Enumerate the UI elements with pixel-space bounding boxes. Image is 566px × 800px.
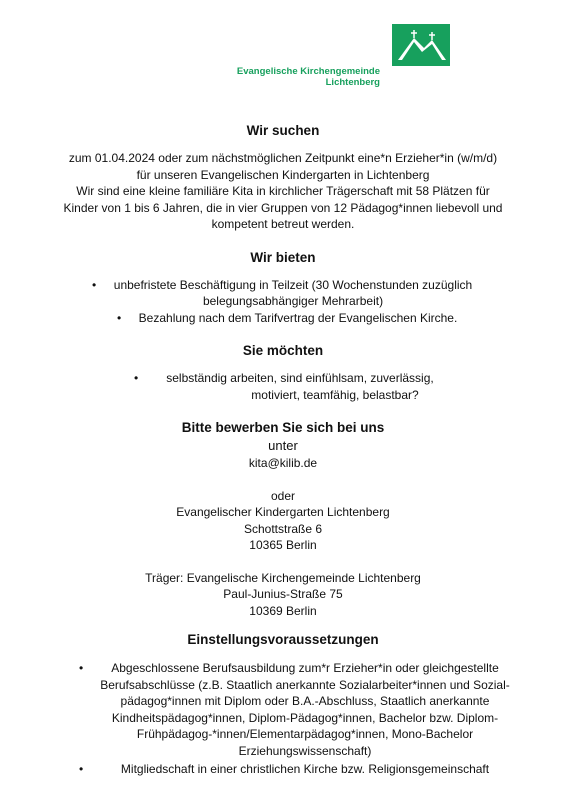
offer-line: • unbefristete Beschäftigung in Teilzeit (30 Wochenstunden zuzüglich: [113, 277, 473, 292]
requirement-line: • Mitgliedschaft in einer christlichen Kirche bzw. Religionsgemeinschaft: [120, 762, 490, 776]
org-name-line1: Evangelische Kirchengemeinde: [236, 66, 380, 77]
offer-item: [133, 310, 463, 327]
wish-line: • selbständig arbeiten, sind einfühlsam, zuverlässig,: [166, 371, 434, 385]
requirement-line: Erziehungswissenschaft): [238, 743, 372, 758]
org-name: [237, 66, 380, 88]
traeger-line: 10369 Berlin: [249, 603, 317, 618]
intro-line: Wir sind eine kleine familiäre Kita in kirchlicher Trägerschaft mit 58 Plätzen für: [76, 184, 490, 198]
address-line: Schottstraße 6: [243, 521, 323, 536]
unter-text: unter: [268, 438, 298, 453]
address-line: Evangelischer Kindergarten Lichtenberg: [176, 505, 390, 519]
traeger-line: Träger: Evangelische Kirchengemeinde Lichtenberg: [145, 570, 421, 585]
offer-item: [108, 277, 478, 310]
heading-bewerbung: Bitte bewerben Sie sich bei uns: [181, 420, 385, 435]
heading-wir-bieten: Wir bieten: [250, 249, 316, 265]
requirement-line: Kindheitspädagog*innen, Diplom-Pädagog*innen, Bachelor bzw. Diplom-: [111, 710, 499, 725]
church-logo-icon: [392, 24, 450, 66]
intro-line: kompetent betreut werden.: [211, 217, 355, 231]
heading-voraussetzungen: Einstellungsvoraussetzungen: [187, 632, 379, 647]
wish-item: [150, 370, 450, 403]
offer-list: [0, 277, 566, 327]
requirement-item: [95, 761, 515, 778]
church-logo: [236, 24, 452, 88]
requirement-line: • Abgeschlossene Berufsausbildung zum*r Erzieher*in oder gleichgestellte: [111, 661, 499, 675]
intro-line: für unseren Evangelischen Kindergarten in Lichtenberg: [136, 167, 430, 182]
wish-list: [0, 370, 566, 403]
job-posting: [0, 122, 566, 649]
traeger-line: Paul-Junius-Straße 75: [223, 587, 343, 601]
requirement-line: pädagog*innen mit Diplom oder B.A.-Abschluss, Staatlich anerkannte: [120, 694, 490, 708]
offer-line: • Bezahlung nach dem Tarifvertrag der Evangelischen Kirche.: [138, 310, 458, 325]
requirements-list: [95, 660, 515, 778]
email-link[interactable]: kita@kilib.de: [248, 456, 318, 470]
wish-line: motiviert, teamfähig, belastbar?: [251, 387, 419, 402]
requirement-line: Berufsabschlüsse (z.B. Staatlich anerkannte Sozialarbeiter*innen und Sozial-: [100, 677, 510, 692]
requirement-item: [95, 660, 515, 759]
heading-wir-suchen: Wir suchen: [246, 123, 320, 138]
oder-text: oder: [270, 488, 296, 503]
intro-line: Kinder von 1 bis 6 Jahren, die in vier Gruppen von 12 Pädagog*innen liebevoll und: [63, 200, 503, 215]
heading-sie-moechten: Sie möchten: [242, 343, 324, 358]
requirement-line: Frühpädagog-*innen/Elementarpädagog*innen, Mono-Bachelor: [136, 727, 474, 741]
address-line: 10365 Berlin: [249, 538, 317, 552]
org-name-line2: Lichtenberg: [325, 77, 380, 88]
offer-line: belegungsabhängiger Mehrarbeit): [202, 294, 384, 308]
intro-line: zum 01.04.2024 oder zum nächstmöglichen Zeitpunkt eine*n Erzieher*in (w/m/d): [68, 151, 498, 165]
